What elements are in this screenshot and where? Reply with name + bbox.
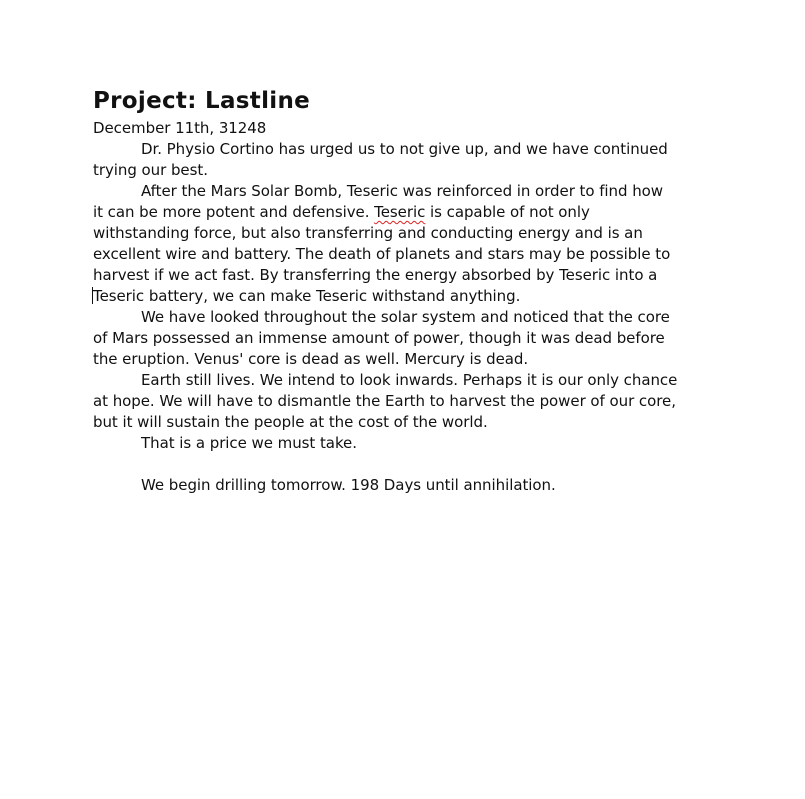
- document-body[interactable]: [93, 86, 718, 496]
- paragraph-1: [93, 139, 718, 181]
- paragraph-6: [93, 475, 718, 496]
- paragraph-line: Earth still lives. We intend to look inwards. Perhaps it is our only chance: [141, 371, 678, 389]
- paragraph-line: the eruption. Venus' core is dead as well. Mercury is dead.: [93, 350, 529, 368]
- document-title: Project: Lastline: [93, 88, 311, 114]
- paragraph-line: trying our best.: [93, 161, 208, 179]
- paragraph-line: excellent wire and battery. The death of planets and stars may be possible to: [93, 245, 671, 263]
- paragraph-line: harvest if we act fast. By transferring the energy absorbed by Teseric into a: [93, 266, 658, 284]
- paragraph-line: at hope. We will have to dismantle the Earth to harvest the power of our core,: [93, 392, 676, 410]
- paragraph-line: [45, 286, 718, 307]
- paragraph-line: of Mars possessed an immense amount of power, though it was dead before: [93, 329, 665, 347]
- document-date: December 11th, 31248: [93, 119, 267, 137]
- text-run: it can be more potent and defensive.: [93, 203, 375, 221]
- misspelled-word[interactable]: Teseric: [374, 203, 426, 221]
- paragraph-line: We begin drilling tomorrow. 198 Days until annihilation.: [141, 476, 556, 494]
- paragraph-line: After the Mars Solar Bomb, Teseric was reinforced in order to find how: [141, 182, 663, 200]
- paragraph-2: [93, 181, 718, 307]
- paragraph-line: withstanding force, but also transferring and conducting energy and is an: [93, 224, 643, 242]
- paragraph-5: [93, 433, 718, 454]
- paragraph-line: [45, 202, 718, 223]
- paragraph-4: [93, 370, 718, 433]
- text-run: Teseric battery, we can make Teseric withstand anything.: [93, 287, 521, 305]
- paragraph-line: We have looked throughout the solar system and noticed that the core: [141, 308, 670, 326]
- paragraph-line: That is a price we must take.: [141, 434, 357, 452]
- paragraph-line: Dr. Physio Cortino has urged us to not give up, and we have continued: [141, 140, 668, 158]
- paragraph-3: [93, 307, 718, 370]
- paragraph-line: but it will sustain the people at the cost of the world.: [93, 413, 488, 431]
- blank-line: [93, 454, 718, 475]
- text-run: is capable of not only: [425, 203, 590, 221]
